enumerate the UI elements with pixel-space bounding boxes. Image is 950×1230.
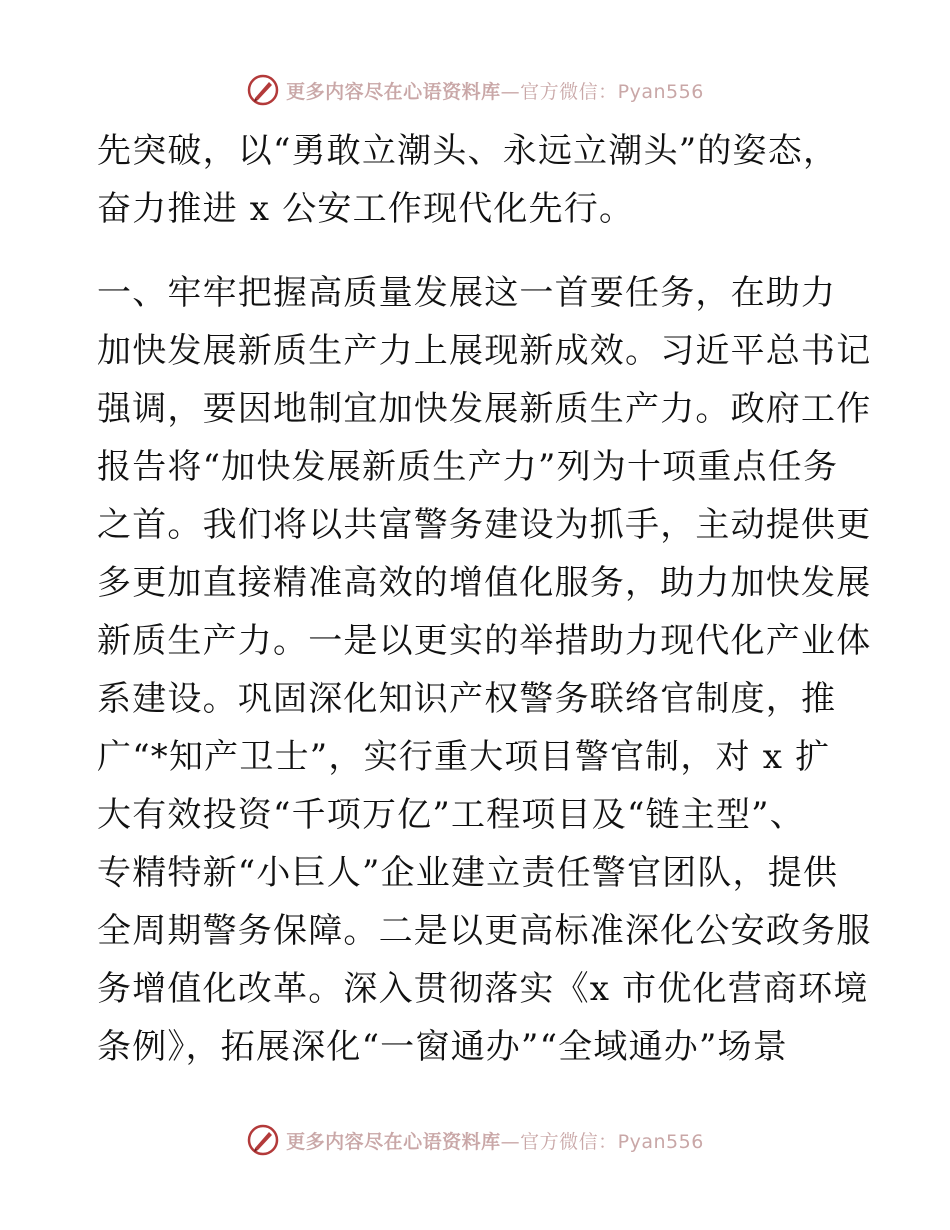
text-line: 先突破，以“勇敢立潮头、永远立潮头”的姿态，	[97, 131, 839, 171]
text-line: 加快发展新质生产力上展现新成效。习近平总书记	[97, 331, 872, 371]
text-line: 全周期警务保障。二是以更高标准深化公安政务服	[97, 911, 872, 951]
paragraph-gap	[97, 238, 857, 264]
text-line: 新质生产力。一是以更实的举措助力现代化产业体	[97, 621, 872, 661]
text-line: 广“*知产卫士”，实行重大项目警官制，对 x 扩	[97, 737, 831, 777]
watermark-text	[286, 77, 704, 104]
paragraph	[97, 264, 872, 1076]
watermark-contact: 官方微信：Pyan556	[520, 1130, 704, 1153]
text-line: 多更加直接精准高效的增值化服务，助力加快发展	[97, 563, 872, 603]
document-body	[97, 122, 872, 1076]
watermark-contact: 官方微信：Pyan556	[520, 80, 704, 103]
header-watermark	[0, 70, 950, 110]
watermark-brand: 更多内容尽在心语资料库	[286, 80, 501, 103]
text-line: 务增值化改革。深入贯彻落实《x 市优化营商环境	[97, 969, 869, 1009]
text-line: 大有效投资“千项万亿”工程项目及“链主型”、	[97, 795, 805, 835]
section-heading-line: 一、牢牢把握高质量发展这一首要任务，在助力	[97, 273, 837, 313]
watermark-brand: 更多内容尽在心语资料库	[286, 1130, 501, 1153]
footer-watermark	[0, 1120, 950, 1160]
watermark-separator: —	[500, 80, 521, 103]
pen-logo-icon	[246, 73, 280, 107]
watermark-separator: —	[500, 1130, 521, 1153]
text-line: 条例》，拓展深化“一窗通办”“全域通办”场景	[97, 1027, 788, 1067]
pen-logo-icon	[246, 1123, 280, 1157]
text-line: 强调，要因地制宜加快发展新质生产力。政府工作	[97, 389, 872, 429]
text-line: 报告将“加快发展新质生产力”列为十项重点任务	[97, 447, 839, 487]
text-line: 奋力推进 x 公安工作现代化先行。	[97, 189, 635, 229]
text-line: 系建设。巩固深化知识产权警务联络官制度，推	[97, 679, 837, 719]
watermark-text	[286, 1127, 704, 1154]
text-line: 之首。我们将以共富警务建设为抓手，主动提供更	[97, 505, 872, 545]
paragraph	[97, 122, 857, 238]
text-line: 专精特新“小巨人”企业建立责任警官团队，提供	[97, 853, 839, 893]
